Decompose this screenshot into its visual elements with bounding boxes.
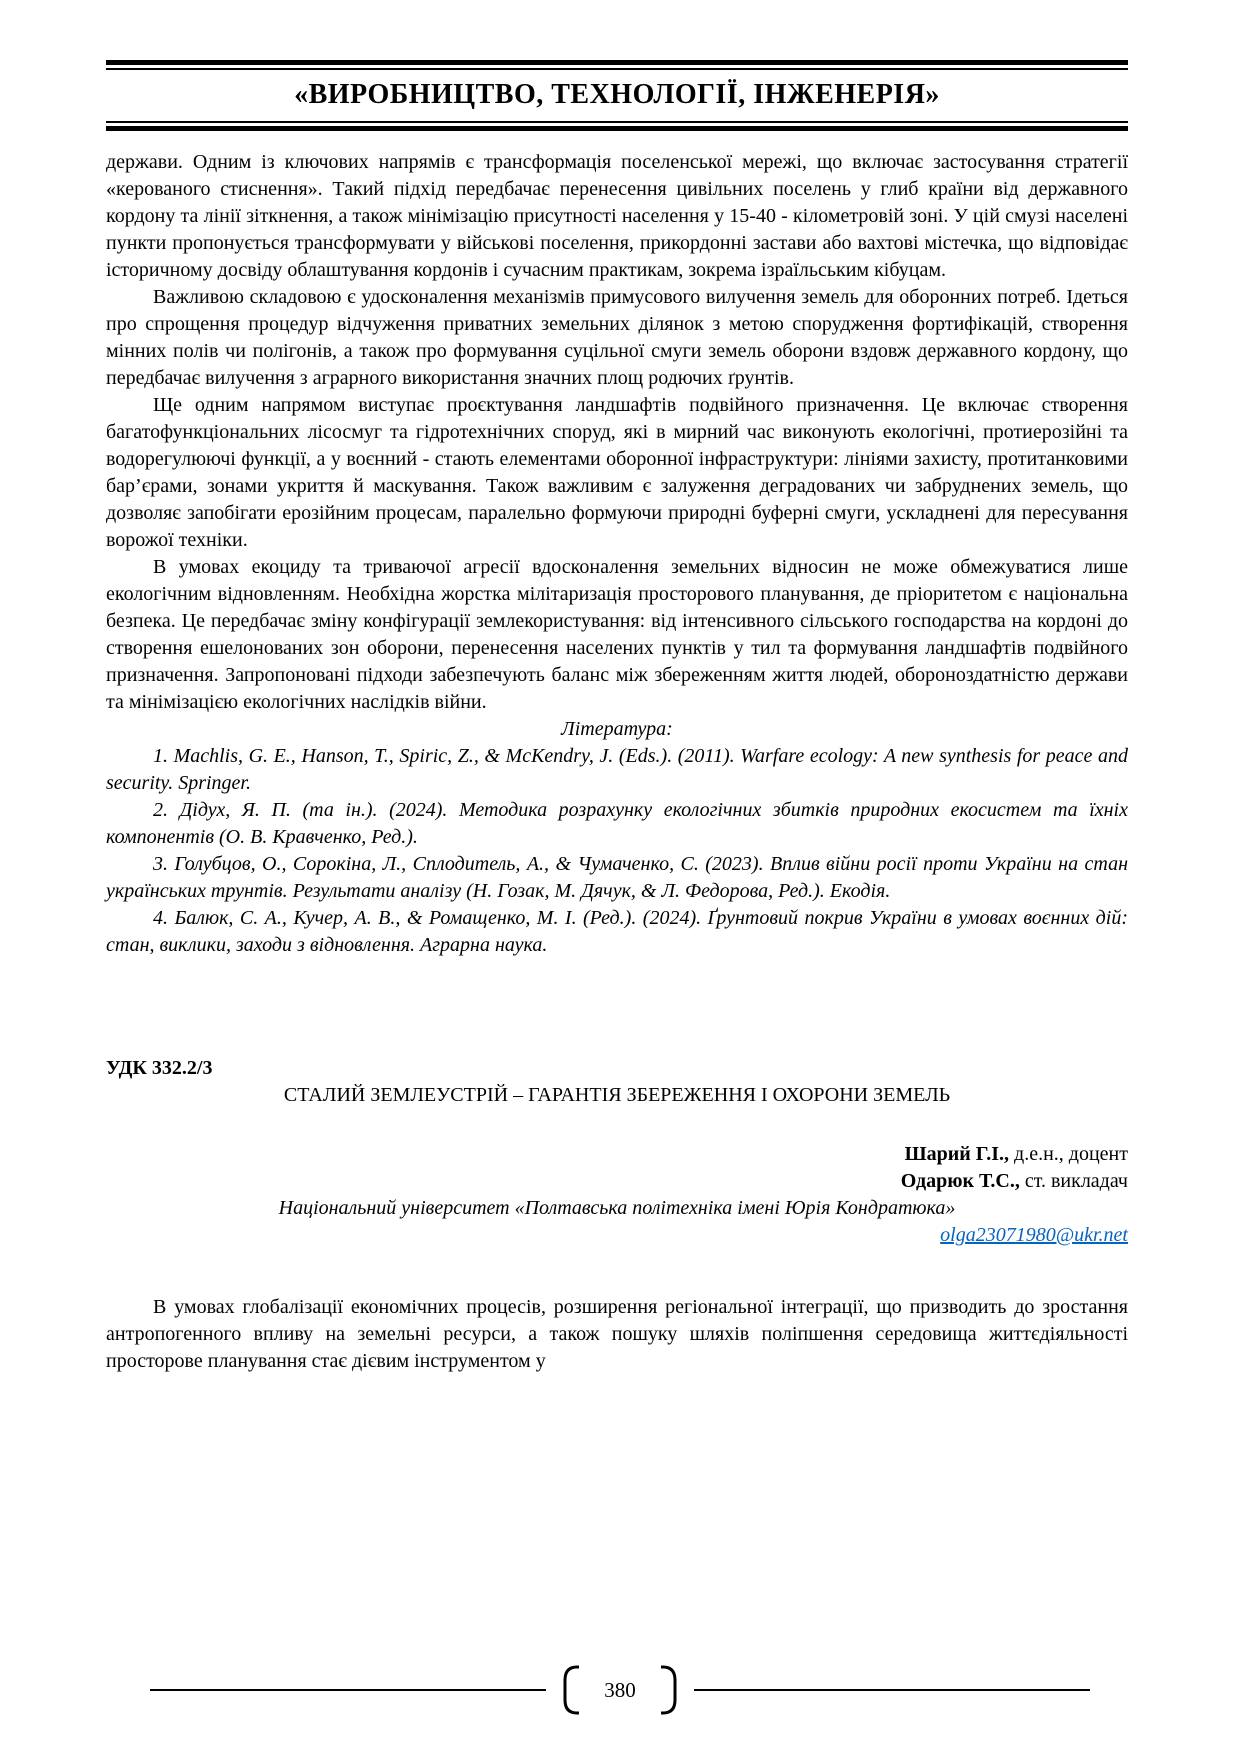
author-line <box>106 1168 1128 1195</box>
paragraph: Важливою складовою є удосконалення механізмів примусового вилучення земель для оборонних потреб. Ідеться про спрощення процедур відчуження приватних земельних ділянок з метою спорудження фортифікацій, створення мінних полів чи полігонів, а також про формування суцільної смуги земель оборони вздовж державного кордону, що передбачає вилучення з аграрного використання значних площ родючих ґрунтів. <box>106 286 1128 389</box>
author-name: Одарюк Т.С., <box>900 1170 1020 1192</box>
email-link[interactable]: olga23071980@ukr.net <box>940 1224 1128 1246</box>
header-rule-bottom-thick <box>106 126 1128 131</box>
right-bracket-ornament <box>660 1664 680 1716</box>
reference-item: 4. Балюк, С. А., Кучер, А. В., & Ромащенко, М. І. (Ред.). (2024). Ґрунтовий покрив України в умовах воєнних дій: стан, виклики, заходи з відновлення. Аграрна наука. <box>106 907 1128 956</box>
intro-paragraph: В умовах глобалізації економічних процесів, розширення регіональної інтеграції, що призводить до зростання антропогенного впливу на земельні ресурси, а також пошуку шляхів поліпшення середовища життєдіяльності просторове планування стає дієвим інструментом у <box>106 1296 1128 1372</box>
udc-code: УДК 332.2/3 <box>106 1057 213 1079</box>
authors-block <box>106 1141 1128 1195</box>
email-line <box>106 1222 1128 1249</box>
author-role: ст. викладач <box>1019 1170 1128 1192</box>
literature-heading: Література: <box>561 718 673 740</box>
paragraph: Ще одним напрямом виступає проєктування ландшафтів подвійного призначення. Це включає створення багатофункціональних лісосмуг та гідротехнічних споруд, які в мирний час виконують екологічні, протиерозійні та водорегулюючі функції, а у воєнний - стають елементами оборонної інфраструктури: лініями захисту, протитанковими бар’єрами, зонами укриття й маскування. Також важливим є залуження деградованих чи забруднених земель, що дозволяє запобігати ерозійним процесам, паралельно формуючи природні буферні смуги, ускладнені для пересування ворожої техніки. <box>106 394 1128 551</box>
reference-item: 2. Дідух, Я. П. (та ін.). (2024). Методика розрахунку екологічних збитків природних екосистем та їхніх компонентів (О. В. Кравченко, Ред.). <box>106 799 1128 848</box>
author-line <box>106 1141 1128 1168</box>
header-rule-bottom-thin <box>106 121 1128 123</box>
reference-item: 1. Machlis, G. E., Hanson, T., Spiric, Z., & McKendry, J. (Eds.). (2011). Warfare ecology: A new synthesis for peace and security. Springer. <box>106 745 1128 794</box>
affiliation: Національний університет «Полтавська політехніка імені Юрія Кондратюка» <box>278 1197 956 1219</box>
footer-line-left <box>150 1689 546 1691</box>
author-name: Шарий Г.І., <box>904 1143 1010 1165</box>
left-bracket-ornament <box>560 1664 580 1716</box>
journal-header <box>106 60 1128 131</box>
paragraph: держави. Одним із ключових напрямів є трансформація поселенської мережі, що включає застосування стратегії «керованого стиснення». Такий підхід передбачає перенесення цивільних поселень у глиб країни від державного кордону та лінії зіткнення, а також мінімізацію присутності населення у 15-40 - кілометровій зоні. У цій смузі населені пункти пропонується трансформувати у військові поселення, прикордонні застави або вахтові містечка, що відповідає історичному досвіду облаштування кордонів і сучасним практикам, зокрема ізраїльським кібуцам. <box>106 151 1128 281</box>
article2-head <box>106 1055 1128 1375</box>
page-number: 380 <box>604 1677 636 1702</box>
journal-title: «ВИРОБНИЦТВО, ТЕХНОЛОГІЇ, ІНЖЕНЕРІЯ» <box>294 79 940 110</box>
article-title: СТАЛИЙ ЗЕМЛЕУСТРІЙ – ГАРАНТІЯ ЗБЕРЕЖЕННЯ І ОХОРОНИ ЗЕМЕЛЬ <box>283 1084 951 1106</box>
paragraph: В умовах екоциду та триваючої агресії вдосконалення земельних відносин не може обмежуватися лише екологічним відновленням. Необхідна жорстка мілітаризація просторового планування, де пріоритетом є національна безпека. Це передбачає зміну конфігурації землекористування: від інтенсивного сільського господарства на кордоні до створення ешелонованих зон оборони, перенесення населених пунктів у тил та формування ландшафтів подвійного призначення. Запропоновані підходи забезпечують баланс між збереженням життя людей, обороноздатністю держави та мінімізацією екологічних наслідків війни. <box>106 556 1128 713</box>
article1-body <box>106 149 1128 959</box>
footer-line-right <box>694 1689 1090 1691</box>
page-footer <box>0 1664 1240 1716</box>
author-role: д.е.н., доцент <box>1009 1143 1128 1165</box>
header-rule-top-thick <box>106 60 1128 65</box>
reference-item: 3. Голубцов, О., Сорокіна, Л., Сплодитель, А., & Чумаченко, С. (2023). Вплив війни росії проти України на стан українських трунтів. Результати аналізу (Н. Гозак, М. Дячук, & Л. Федорова, Ред.). Екодія. <box>106 853 1128 902</box>
